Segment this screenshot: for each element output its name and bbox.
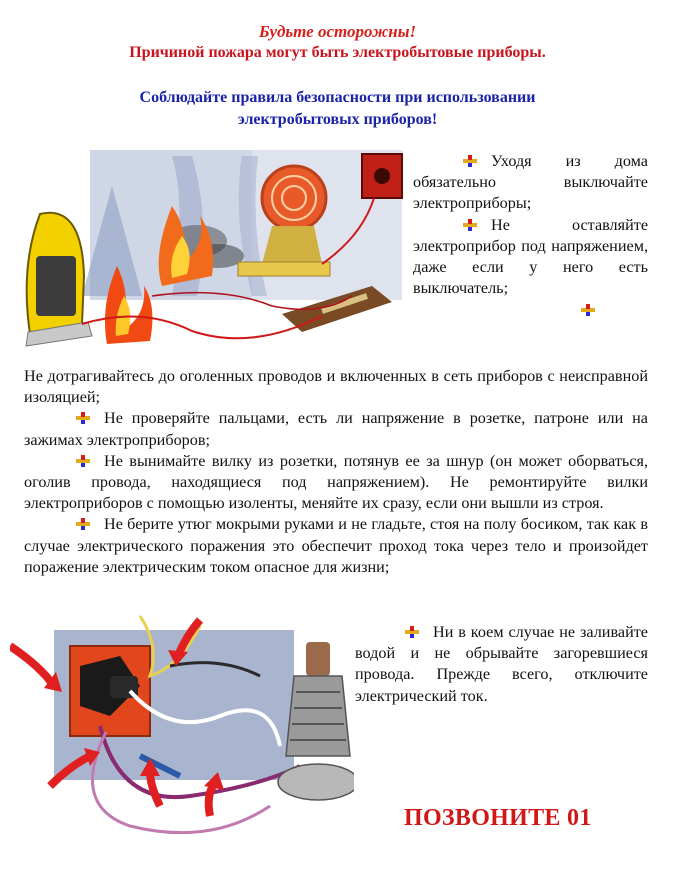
rule-item: Не проверяйте пальцами, есть ли напряжение в розетке, патроне или на зажимах электроприборов; (24, 409, 648, 449)
bullet-icon (76, 412, 90, 424)
call-to-action: ПОЗВОНИТЕ 01 (404, 805, 592, 831)
appliance-fire-illustration (22, 146, 408, 360)
bullet-icon (76, 455, 90, 467)
bullet-icon (76, 518, 90, 530)
rule-item (24, 366, 648, 408)
rule-item-wrapped (413, 300, 648, 321)
rule-item: Не берите утюг мокрыми руками и не гладьте, стоя на полу босиком, так как в случае электрического поражения это обеспечит проход тока через тело и произойдет поражение электрическим током опасное для жизни; (24, 515, 648, 576)
bullet-icon (463, 219, 477, 231)
rules-full-width (24, 366, 648, 578)
bullet-icon (405, 626, 419, 638)
rule-text-wrapped: Не дотрагивайтесь до оголенных проводов и включенных в сеть приборов с неисправной изоляцией; (24, 367, 648, 407)
bullet-icon (581, 304, 595, 316)
rules-heading-line2: электробытовых приборов! (237, 111, 438, 128)
rules-heading (0, 87, 675, 131)
rules-column-bottom (355, 622, 648, 707)
wiring-hazard-illustration (10, 606, 354, 858)
rules-column-top (413, 151, 648, 299)
rules-heading-line1: Соблюдайте правила безопасности при использовании (139, 89, 536, 106)
rule-item: Не оставляйте электроприбор под напряжением, даже если у него есть выключатель; (413, 215, 648, 298)
warning-heading: Будьте осторожны! (258, 22, 417, 41)
bullet-icon (463, 155, 477, 167)
rule-item: Ни в коем случае не заливайте водой и не обрывайте загоревшиеся провода. Прежде всего, отключите электрический ток. (355, 623, 648, 705)
rule-item: Уходя из дома обязательно выключайте электроприборы; (413, 152, 648, 213)
rule-item: Не вынимайте вилку из розетки, потянув ее за шнур (он может оборваться, оголив провода, находящиеся под напряжением). Не ремонтируйте вилки электроприборов с помощью изоленты, меняйте их сразу, если они вышли из строя. (24, 451, 648, 513)
cause-heading: Причиной пожара могут быть электробытовые приборы. (129, 44, 546, 61)
